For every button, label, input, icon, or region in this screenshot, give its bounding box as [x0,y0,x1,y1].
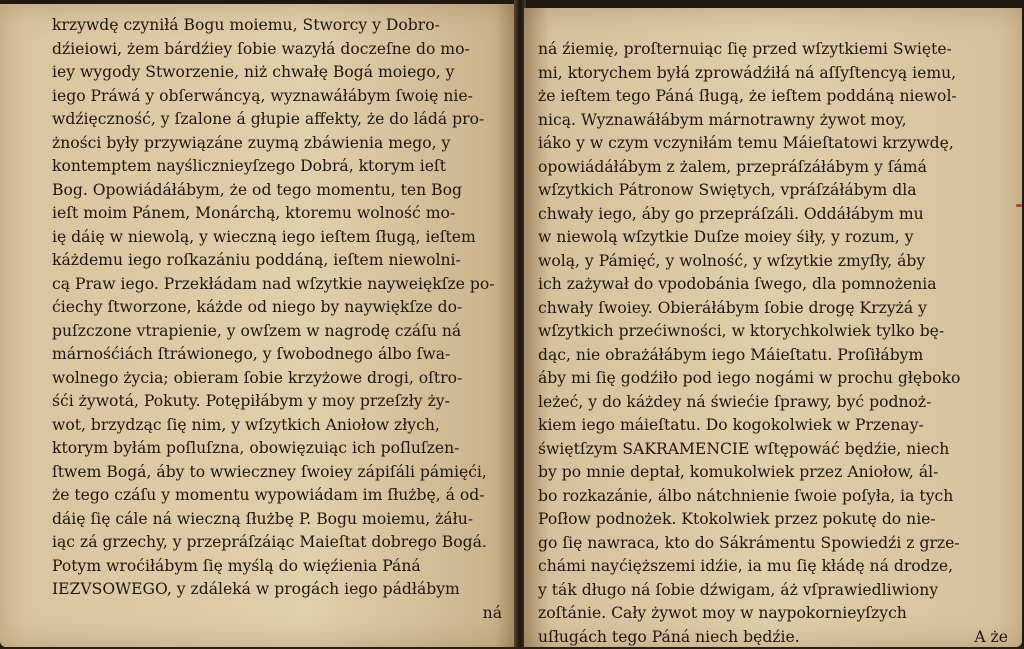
text-line: Poſłow podnożek. Ktokolwiek przez pokutę do nie- [538,508,1008,532]
text-line: mi, ktorychem byłá zprowádźiłá ná aſſyſtencyą iemu, [538,62,1008,86]
text-line: by po mnie deptał, komukolwiek przez Aniołow, ál- [538,461,1008,485]
text-line: wdźięczność, y ſzalone á głupie affekty, że do ládá pro- [52,108,502,132]
right-page-text [538,38,1008,649]
text-line: IEZVSOWEGO, y zdáleká w progách iego pádłábym [52,578,502,602]
text-line: kontemptem nayślicznieyſzego Dobrá, ktorym ieſt [52,155,502,179]
text-line: że ieſtem tego Páná ſługą, że ieſtem poddáną niewol- [538,85,1008,109]
text-line: żności były przywiązáne zuymą zbáwienia mego, y [52,132,502,156]
text-line: wot, brzydząc ſię nim, y wſzytkich Aniołow złych, [52,414,502,438]
left-page-text [52,14,502,625]
text-line: dąc, nie obrażáłábym iego Máieſtatu. Proſiłábym [538,344,1008,368]
text-line: dźieiowi, żem bárdźiey ſobie wazyłá doczeſne do mo- [52,38,502,62]
text-line: Potym wroćiłábym ſię myślą do więźienia Páná [52,555,502,579]
catchword: ná [52,602,502,626]
text-line: iey wygody Stworzenie, niż chwałę Bogá moiego, y [52,61,502,85]
text-line: opowiádáłábym z żalem, przepráſzáłábym y ſámá [538,156,1008,180]
text-line: iego Práwá y obſerwáncyą, wyznawáłábym ſwoię nie- [52,85,502,109]
text-line: leżeć, y do káżdey ná świećie ſprawy, być podnoż- [538,391,1008,415]
text-line: wſzytkich przećiwności, w ktorychkolwiek tylko bę- [538,320,1008,344]
text-line: świętſzym SAKRAMENCIE wſtępowáć będźie, niech [538,438,1008,462]
text-line: áby mi ſię godźiło pod iego nogámi w prochu głęboko [538,367,1008,391]
text-line: chwały iego, áby go przepráſzáli. Oddáłábym mu [538,203,1008,227]
text-line: w niewolą wſzytkie Duſze moiey śiły, y rozum, y [538,226,1008,250]
text-line: krzywdę czyniłá Bogu moiemu, Stworcy y Dobro- [52,14,502,38]
text-line: ná źiemię, proſternuiąc ſię przed wſzytkiemi Swięte- [538,38,1008,62]
text-line: ktorym byłám poſluſzna, obowięzuiąc ich poſluſzen- [52,437,502,461]
text-line: iąc zá grzechy, y przepráſzáiąc Maieſtat dobrego Bogá. [52,531,502,555]
text-line: dáię ſię cále ná wieczną ſłużbę P. Bogu moiemu, żáłu- [52,508,502,532]
text-line: bo rozkazánie, álbo nátchnienie ſwoie poſyła, ia tych [538,485,1008,509]
page-edge-mark [1016,204,1022,207]
text-line: ſtwem Bogá, áby to wwieczney ſwoiey zápiſáli pámięći, [52,461,502,485]
text-line: márnośćiách ſtráwionego, y ſwobodnego álbo ſwa- [52,343,502,367]
text-line: ię dáię w niewolą, y wieczną iego ieſtem ſługą, ieſtem [52,226,502,250]
text-line: iáko y w czym vczyniłám temu Máieſtatowi krzywdę, [538,132,1008,156]
text-line: wſzytkich Pátronow Swiętych, vpráſzáłábym dla [538,179,1008,203]
text-line: go ſię nawraca, kto do Sákrámentu Spowiedźi z grze- [538,532,1008,556]
text-line: cą Praw iego. Przekłádam nad wſzytkie nayweiękſze po- [52,273,502,297]
text-line: uſługách tego Páná niech będźie. [538,626,1008,649]
text-line: ich zażywał do vpodobánia ſwego, dla pomnożenia [538,273,1008,297]
catchword: A że [538,626,1008,649]
right-page [524,8,1022,647]
text-line: ieſt moim Pánem, Monárchą, ktoremu wolność mo- [52,202,502,226]
text-line: zoſtánie. Cały żywot moy w naypokornieyſzych [538,602,1008,626]
text-line: wolnego życia; obieram ſobie krzyżowe drogi, oſtro- [52,367,502,391]
text-line: kiem iego máieſtatu. Do kogokolwiek w Przenay- [538,414,1008,438]
text-line: śći żywotá, Pokuty. Potępiłábym y moy przeſzły ży- [52,390,502,414]
text-line: że tego czáſu y momentu wypowiádam im ſłużbę, á od- [52,484,502,508]
text-line: puſzczone vtrapienie, y owſzem w nagrodę czáſu ná [52,320,502,344]
text-line: chámi nayćięższemi idźie, ia mu ſię kłádę ná drodze, [538,555,1008,579]
text-line: y ták długo ná ſobie dźwigam, áż vſprawiedliwiony [538,579,1008,603]
left-page [0,4,516,647]
text-line: ćiechy ſtworzone, káżde od niego by naywiękſze do- [52,296,502,320]
text-line: chwały ſwoiey. Obieráłábym ſobie drogę Krzyżá y [538,297,1008,321]
text-line: Bog. Opowiádáłábym, że od tego momentu, ten Bog [52,179,502,203]
text-line: káżdemu iego roſkazániu poddáną, ieſtem niewolni- [52,249,502,273]
text-line: wolą, y Pámięć, y wolność, y wſzytkie zmyſły, áby [538,250,1008,274]
text-line: nicą. Wyznawáłábym márnotrawny żywot moy, [538,109,1008,133]
